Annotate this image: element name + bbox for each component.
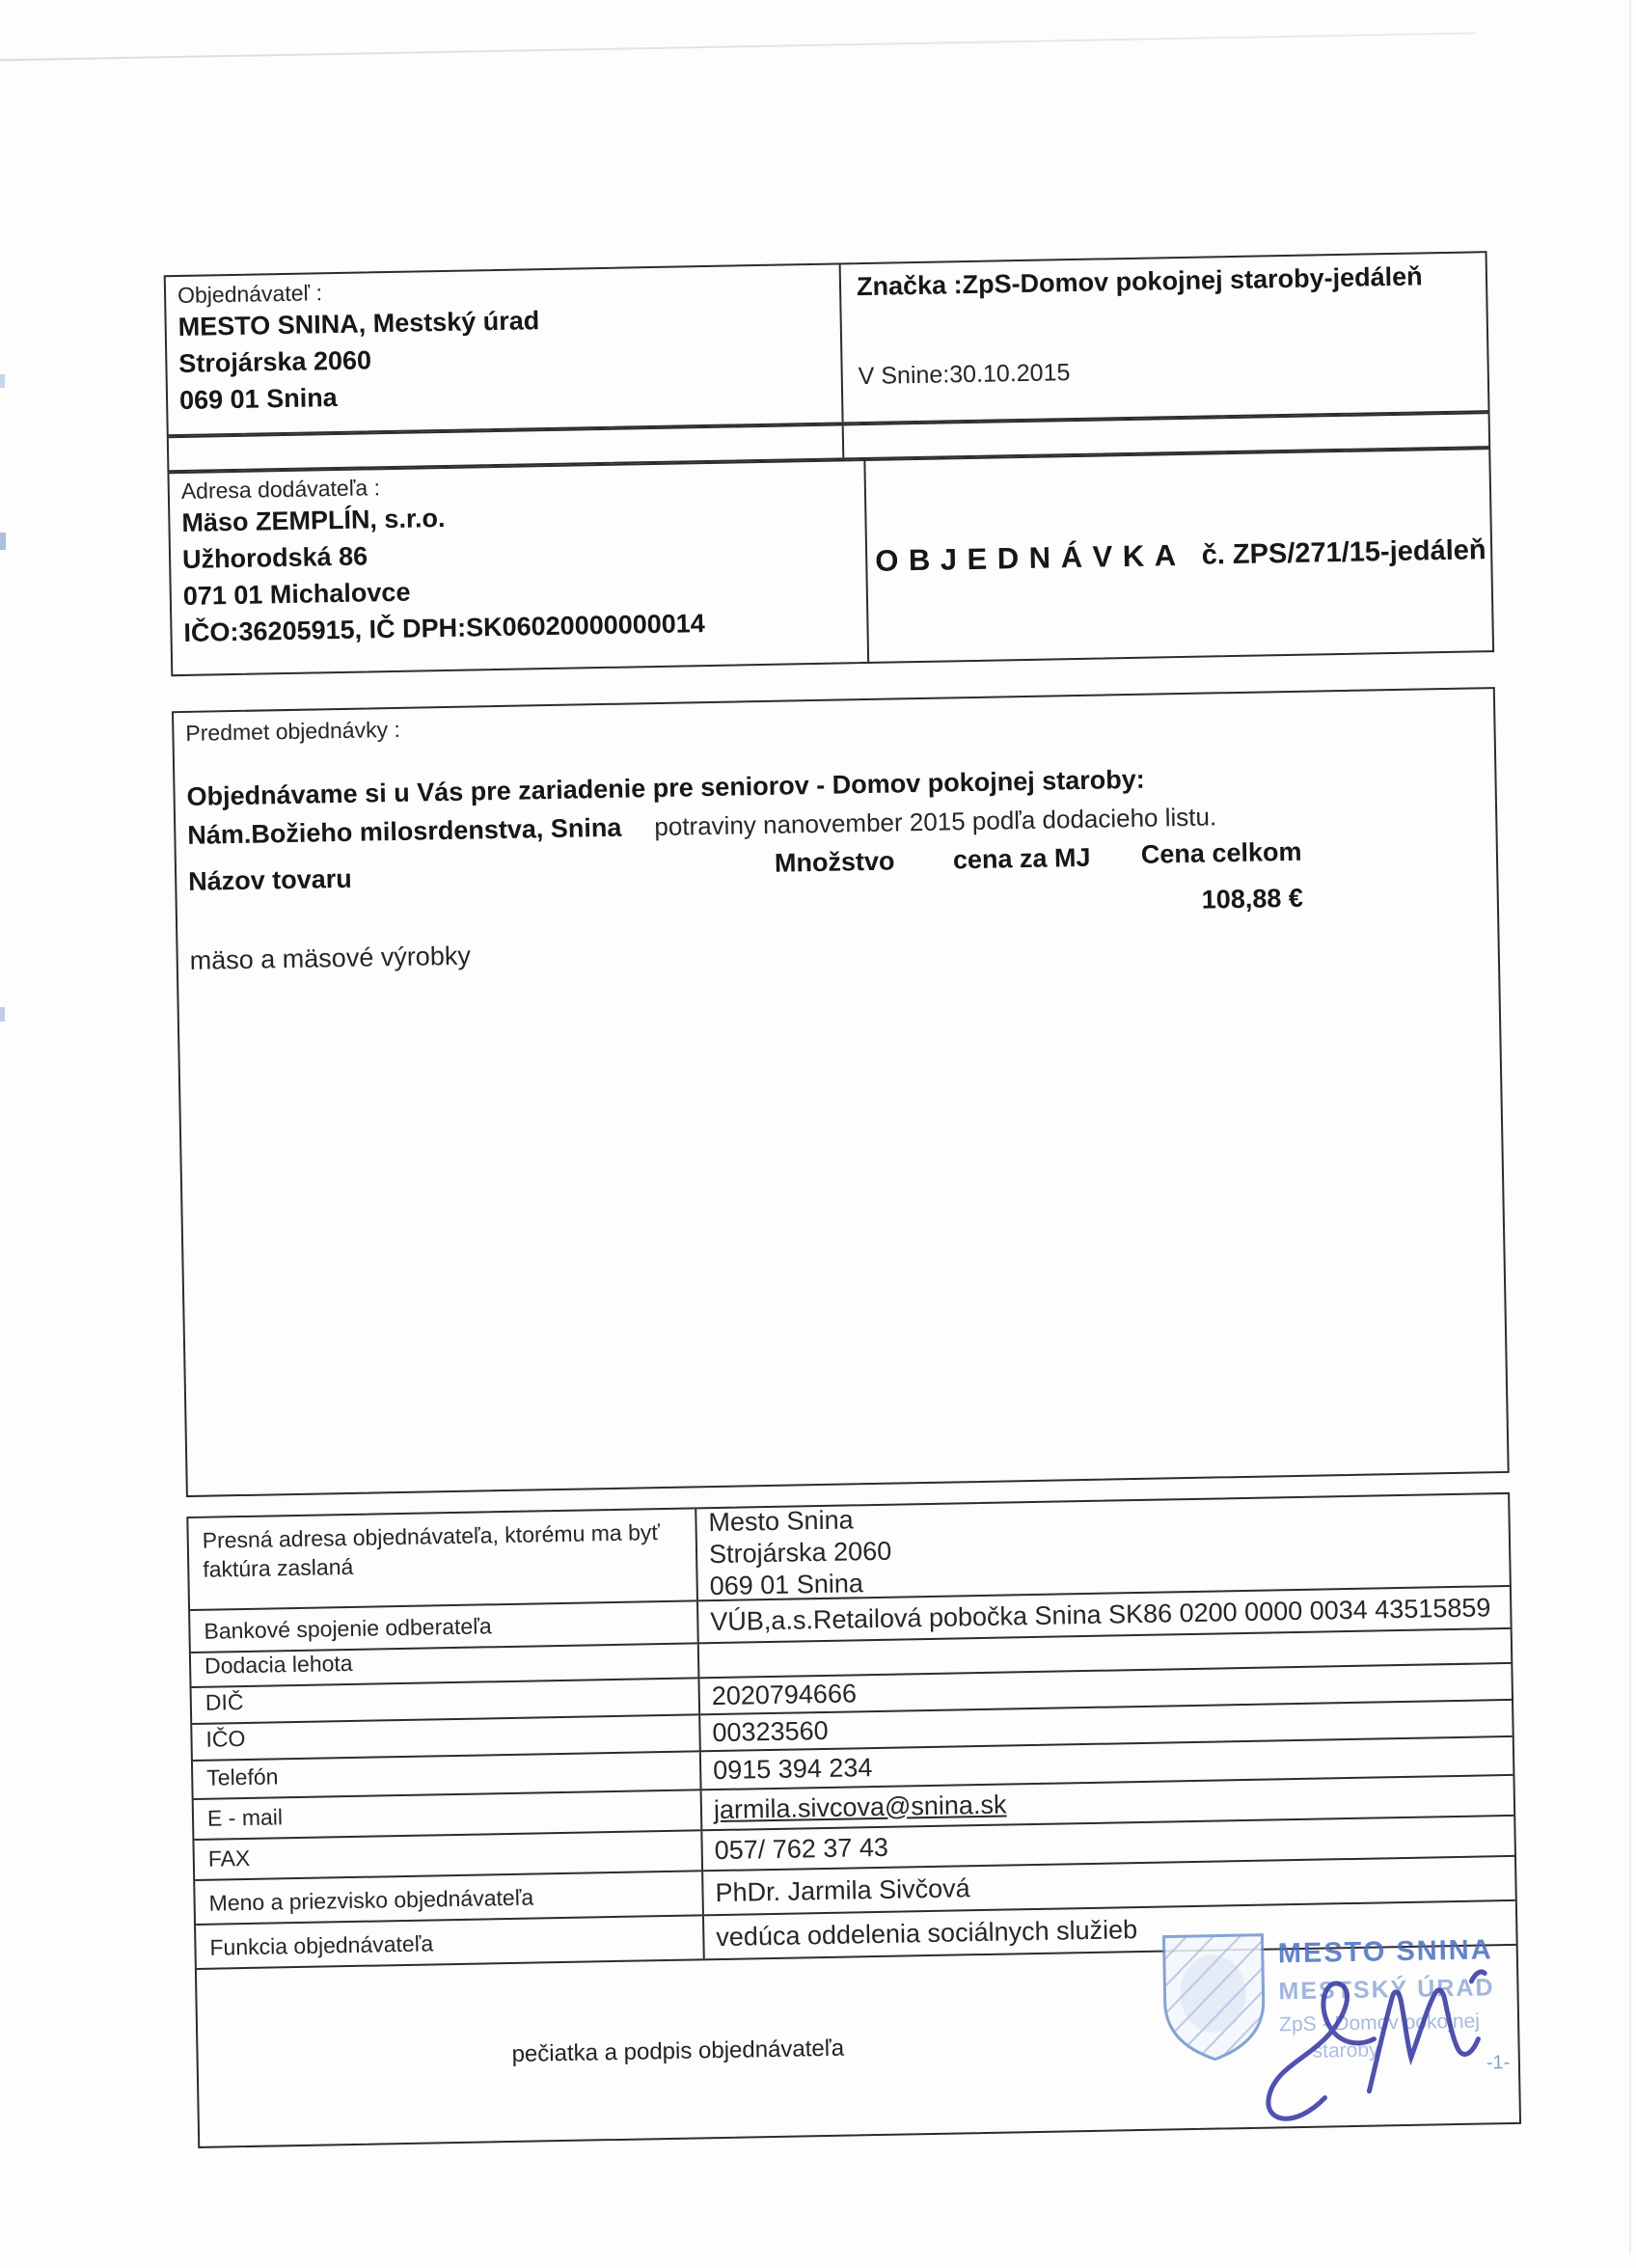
row-value-phone: 0915 394 234 [712, 1752, 873, 1785]
customer-label: Objednávateľ : [177, 280, 323, 309]
scan-artifact [0, 374, 5, 388]
scan-artifact [0, 533, 6, 550]
supplier-city: 071 01 Michalovce [182, 577, 411, 611]
row-value-ico: 00323560 [712, 1715, 829, 1747]
customer-name: MESTO SNINA, Mestský úrad [177, 306, 540, 342]
stamp-page-marker: -1- [1486, 2052, 1511, 2074]
reference-code: Značka :ZpS-Domov pokojnej staroby-jedáleň [856, 261, 1423, 302]
row-label-dic: DIČ [192, 1679, 701, 1723]
order-intro-bold: Nám.Božieho milosrdenstva, Snina [187, 812, 622, 850]
row-label-orderer-function: Funkcia objednávateľa [196, 1916, 705, 1968]
city-stamp [1156, 1925, 1526, 2134]
row-value-dic: 2020794666 [711, 1678, 858, 1710]
order-title: OBJEDNÁVKA [874, 537, 1186, 578]
total-price: 108,88 € [1201, 883, 1304, 915]
signature [1243, 1952, 1516, 2140]
stamp-line3: ZpS - Domov pokojnej [1278, 2009, 1481, 2036]
supplier-name: Mäso ZEMPLÍN, s.r.o. [181, 503, 446, 537]
row-label-bank: Bankové spojenie odberateľa [190, 1601, 699, 1652]
column-header-quantity: Množstvo [774, 846, 895, 878]
row-label-phone: Telefón [193, 1752, 702, 1798]
item-description: mäso a mäsové výrobky [189, 941, 472, 975]
column-header-unit-price: cena za MJ [952, 842, 1091, 875]
row-value-orderer-name: PhDr. Jarmila Sivčová [715, 1872, 970, 1907]
order-details-table [186, 1492, 1521, 2148]
row-value-email: jarmila.sivcova@snina.sk [713, 1790, 1007, 1824]
order-intro-line1: Objednávame si u Vás pre zariadenie pre seniorov - Domov pokojnej staroby: [186, 764, 1146, 811]
customer-street: Strojárska 2060 [178, 345, 372, 379]
column-header-total-price: Cena celkom [1140, 836, 1302, 869]
stamp-caption: pečiatka a podpis objednávateľa [511, 2035, 845, 2067]
supplier-label: Adresa dodávateľa : [180, 475, 381, 504]
scan-edge-line [0, 32, 1475, 61]
stamp-line1: MESTO SNINA [1277, 1934, 1493, 1970]
column-header-item: Názov tovaru [187, 863, 353, 896]
row-value-invoice-address: Mesto Snina Strojárska 2060 069 01 Snina [708, 1504, 892, 1600]
row-label-invoice-address: Presná adresa objednávateľa, ktorému ma byť faktúra zaslaná [188, 1509, 698, 1609]
scan-edge-right [1629, 0, 1631, 2254]
order-intro-rest: potraviny nanovember 2015 podľa dodacieho listu. [654, 802, 1217, 842]
order-number-cell [867, 450, 1492, 662]
customer-city: 069 01 Snina [178, 383, 338, 416]
stamp-line2: MESTSKÝ ÚRAD [1278, 1974, 1495, 2006]
row-value-orderer-function: vedúca oddelenia sociálnych služieb [716, 1914, 1138, 1952]
row-label-fax: FAX [194, 1831, 703, 1879]
stamp-line4: staroby [1312, 2038, 1379, 2063]
customer-reference-box [164, 251, 1490, 436]
supplier-order-box [167, 448, 1494, 676]
place-date: V Snine:30.10.2015 [858, 359, 1071, 391]
scan-artifact [0, 1007, 5, 1022]
supplier-ids: IČO:36205915, IČ DPH:SK06020000000014 [183, 609, 706, 647]
row-label-delivery-term: Dodacia lehota [191, 1644, 700, 1686]
row-value-bank: VÚB,a.s.Retailová pobočka Snina SK86 0200 0000 0034 43515859 [710, 1592, 1491, 1636]
customer-cell [166, 264, 844, 434]
order-subject-box [172, 687, 1510, 1497]
reference-cell [843, 253, 1488, 422]
row-label-ico: IČO [192, 1715, 701, 1760]
order-number: č. ZPS/271/15-jedáleň [1201, 533, 1486, 571]
row-label-email: E - mail [194, 1790, 703, 1839]
row-value-fax: 057/ 762 37 43 [714, 1832, 889, 1865]
subject-label: Predmet objednávky : [185, 716, 401, 746]
supplier-cell [169, 461, 869, 674]
row-label-orderer-name: Meno a priezvisko objednávateľa [195, 1872, 704, 1924]
supplier-street: Užhorodská 86 [181, 541, 368, 574]
